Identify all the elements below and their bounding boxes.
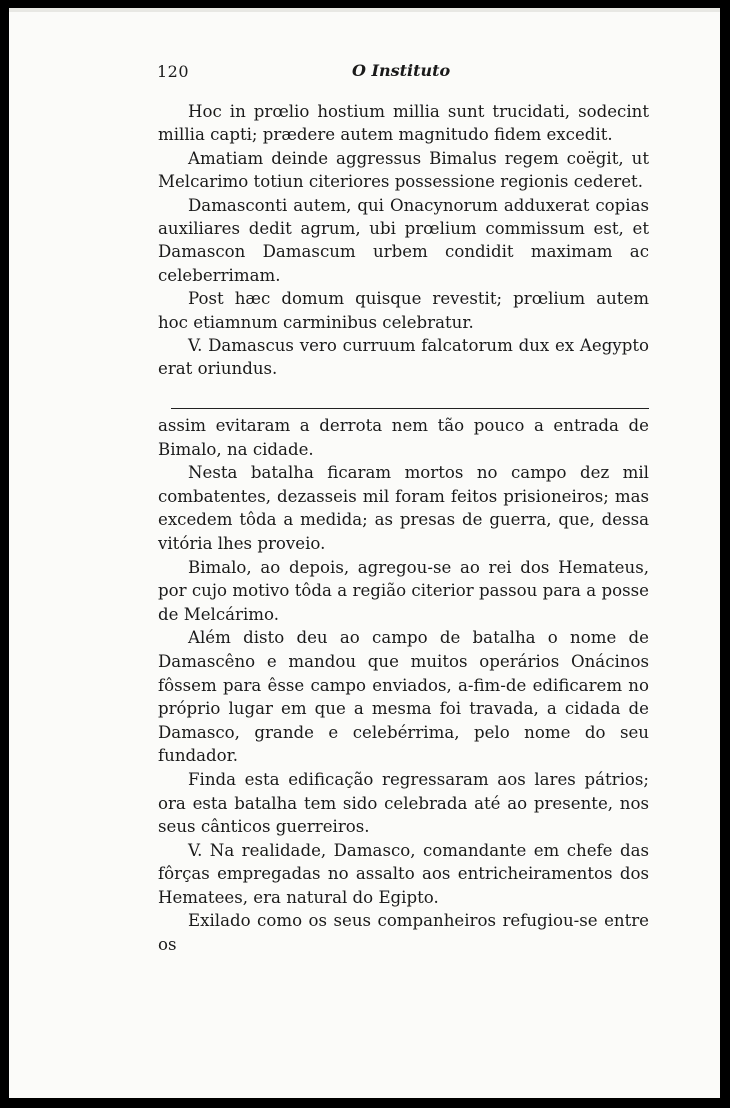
running-title: O Instituto bbox=[352, 61, 451, 80]
latin-text-block bbox=[158, 100, 649, 381]
portuguese-text-block bbox=[158, 414, 649, 957]
latin-paragraph: Amatiam deinde aggressus Bimalus regem coëgit, ut Melcarimo totiun citeriores possessione regionis cederet. bbox=[158, 148, 649, 192]
page-header bbox=[157, 62, 647, 88]
portuguese-paragraph: Nesta batalha ficaram mortos no campo dez mil combatentes, dezasseis mil foram feitos prisioneiros; mas excedem tôda a medida; as presas de guerra, que, dessa vitória lhes proveio. bbox=[158, 463, 649, 553]
portuguese-paragraph: Além disto deu ao campo de batalha o nome de Damascêno e mandou que muitos operários Onácinos fôssem para êsse campo enviados, a-fim-de edificarem no próprio lugar em que a mesma foi travada, a cidada de Damasco, grande e celebérrima, pelo nome do seu fundador. bbox=[158, 628, 649, 766]
portuguese-paragraph: Finda esta edificação regressaram aos lares pátrios; ora esta batalha tem sido celebrada até ao presente, nos seus cânticos guerreiros. bbox=[158, 769, 649, 837]
page-number: 120 bbox=[157, 62, 190, 81]
portuguese-paragraph: Bimalo, ao depois, agregou-se ao rei dos Hemateus, por cujo motivo tôda a região citerior passou para a posse de Melcárimo. bbox=[158, 557, 649, 624]
latin-paragraph: V. Damascus vero curruum falcatorum dux ex Aegypto erat oriundus. bbox=[158, 336, 649, 379]
portuguese-paragraph: assim evitaram a derrota nem tão pouco a entrada de Bimalo, na cidade. bbox=[158, 416, 649, 459]
portuguese-paragraph: Exilado como os seus companheiros refugiou-se entre os bbox=[158, 911, 649, 955]
latin-paragraph: Hoc in prœlio hostium millia sunt trucidati, sodecint millia capti; prædere autem magnitudo fidem excedit. bbox=[158, 102, 649, 145]
portuguese-paragraph: V. Na realidade, Damasco, comandante em chefe das fôrças empregadas no assalto aos entricheiramentos dos Hematees, era natural do Egipto. bbox=[158, 840, 649, 907]
page-edge bbox=[9, 8, 720, 12]
latin-paragraph: Post hæc domum quisque revestit; prœlium autem hoc etiamnum carminibus celebratur. bbox=[158, 289, 649, 332]
book-page bbox=[9, 8, 720, 1098]
latin-paragraph: Damasconti autem, qui Onacynorum adduxerat copias auxiliares dedit agrum, ubi prœlium commissum est, et Damascon Damascum urbem condidit maximam ac celeberrimam. bbox=[158, 195, 649, 285]
section-divider bbox=[171, 408, 649, 409]
